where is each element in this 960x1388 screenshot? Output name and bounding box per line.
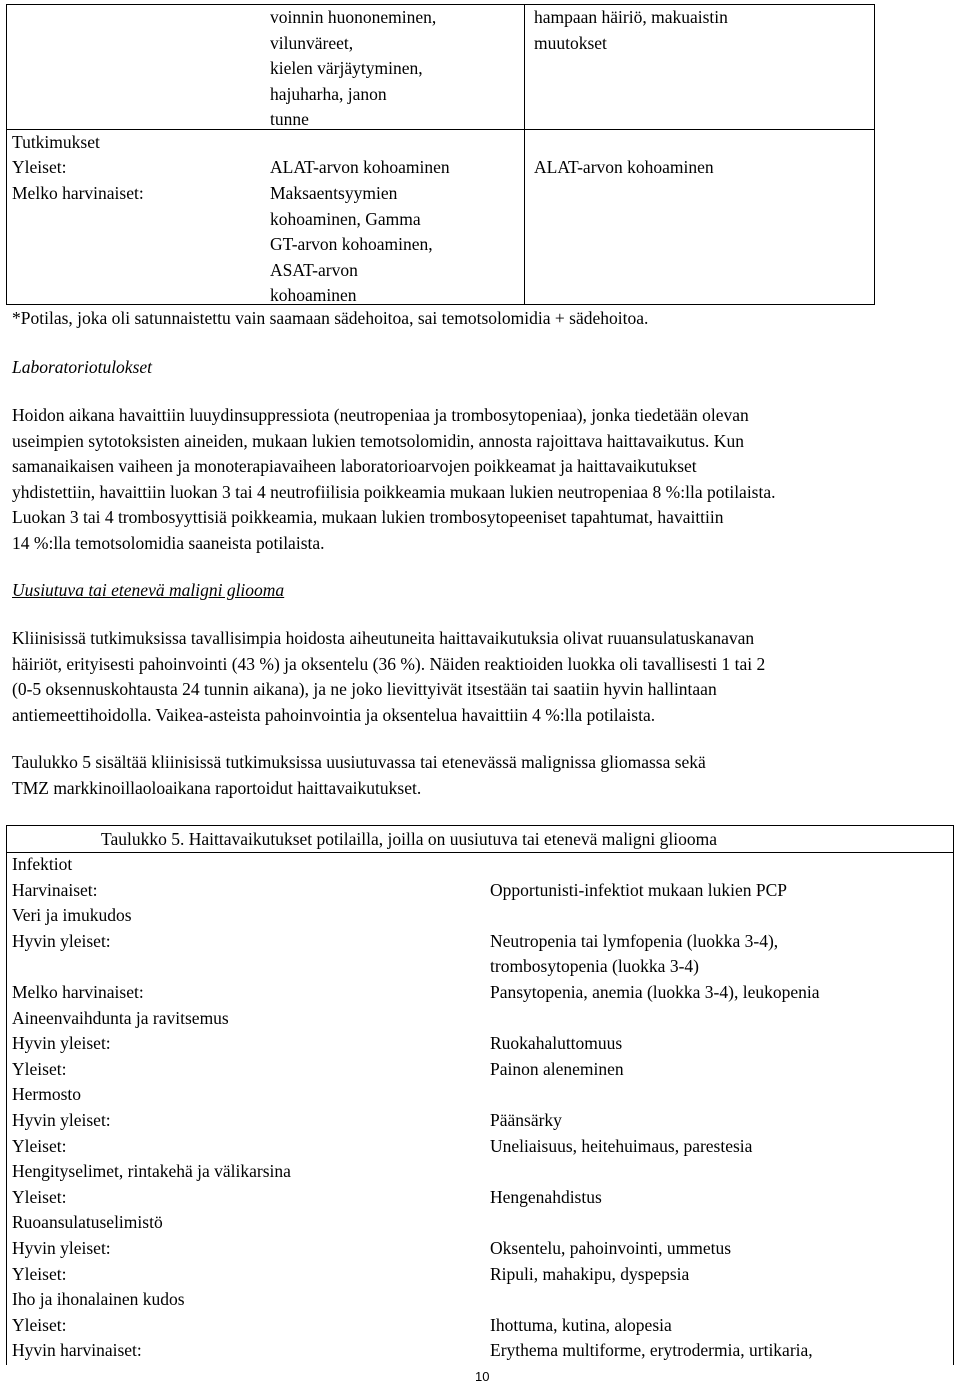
table-row-label: Ruoansulatuselimistö [12, 1212, 163, 1233]
table-row-label: Hengityselimet, rintakehä ja välikarsina [12, 1161, 291, 1182]
table-row-label: Yleiset: [12, 1135, 67, 1156]
table-row-label: Veri ja imukudos [12, 905, 132, 926]
top-table-row-col2: ALAT-arvon kohoaminen [270, 157, 450, 177]
table-row-value: Opportunisti-infektiot mukaan lukien PCP [490, 879, 787, 900]
table-row-value: Erythema multiforme, erytrodermia, urtikaria, [490, 1340, 813, 1361]
table-row-value: Painon aleneminen [490, 1058, 624, 1079]
table-row-label: Hyvin harvinaiset: [12, 1340, 142, 1361]
table-row-value: Neutropenia tai lymfopenia (luokka 3-4), [490, 930, 779, 951]
top-table-footnote: *Potilas, joka oli satunnaistettu vain saamaan sädehoitoa, sai temotsolomidia + sädehoitoa. [12, 308, 649, 328]
table-row-label: Yleiset: [12, 1186, 67, 1207]
table-row-value: Hengenahdistus [490, 1186, 602, 1207]
table-row-label: Harvinaiset: [12, 879, 98, 900]
table-row-label: Aineenvaihdunta ja ravitsemus [12, 1007, 229, 1028]
table-row-value: Päänsärky [490, 1110, 562, 1130]
table-row-label: Hyvin yleiset: [12, 930, 111, 951]
table5-intro: Taulukko 5 sisältää kliinisissä tutkimuksissa uusiutuvassa tai etenevässä malignissa gliomassa sekä TMZ markkinoillaoloaikana raportoidut haittavaikutukset. [12, 752, 706, 798]
table-row-value: Ruokahaluttomuus [490, 1033, 623, 1054]
top-table-row-col3: ALAT-arvon kohoaminen [534, 157, 714, 177]
table-row-value: trombosytopenia (luokka 3-4) [490, 956, 699, 977]
top-table-cont-col3: hampaan häiriö, makuaistin muutokset [534, 7, 728, 53]
top-table-section-tutkimukset: Tutkimukset [12, 132, 100, 152]
table-row-value: Ripuli, mahakipu, dyspepsia [490, 1263, 690, 1284]
table-row-label: Yleiset: [12, 1263, 67, 1284]
table-row-label: Melko harvinaiset: [12, 982, 144, 1002]
table-row-label: Hermosto [12, 1084, 82, 1105]
table-row-label: Iho ja ihonalainen kudos [12, 1289, 185, 1310]
table-row-value: Pansytopenia, anemia (luokka 3-4), leukopenia [490, 982, 820, 1002]
table-row-value: Ihottuma, kutina, alopesia [490, 1314, 672, 1335]
table-row-value: Uneliaisuus, heitehuimaus, parestesia [490, 1135, 753, 1156]
table-row-label: Hyvin yleiset: [12, 1033, 111, 1054]
page-number: 10 [475, 1369, 490, 1384]
table-row-label: Infektiot [12, 854, 73, 874]
lab-heading: Laboratoriotulokset [12, 357, 153, 377]
table-row-label: Hyvin yleiset: [12, 1110, 111, 1130]
lab-paragraph: Hoidon aikana havaittiin luuydinsuppressiota (neutropeniaa ja trombosytopeniaa), jonka tiedetään olevan useimpien sytotoksisten aineiden, mukaan lukien temotsolomidin, annosta rajoittava haittavaikutus. Kun samanaikaisen vaiheen ja monoterapiavaiheen laboratorioarvojen poikkeamat ja haittavaikutukset yhdistettiin, havaittiin luokan 3 tai 4 neutrofiilisia poikkeamia mukaan lukien neutropeniaa 8 %:lla potilaista. Luokan 3 tai 4 trombosyyttisiä poikkeamia, mukaan lukien trombosytopeeniset tapahtumat, havaittiin 14 %:lla temotsolomidia saaneista potilaista. [12, 405, 776, 553]
top-table-row-col2: Maksaentsyymien kohoaminen, Gamma GT-arvon kohoaminen, ASAT-arvon kohoaminen [270, 183, 433, 305]
table-row-label: Yleiset: [12, 1314, 67, 1335]
table-row-label: Hyvin yleiset: [12, 1238, 111, 1258]
table5-caption: Taulukko 5. Haittavaikutukset potilailla, joilla on uusiutuva tai etenevä maligni gliooma [101, 829, 718, 849]
glioma-paragraph: Kliinisissä tutkimuksissa tavallisimpia hoidosta aiheutuneita haittavaikutuksia olivat ruuansulatuskanavan häiriöt, erityisesti pahoinvointi (43 %) ja oksentelu (36 %). Näiden reaktioiden luokka oli tavallisesti 1 tai 2 (0-5 oksennuskohtausta 24 tunnin aikana), ja ne joko lievittyivät itsestään tai saatiin hyvin hallintaan antiemeettihoidolla. Vaikea-asteista pahoinvointia ja oksentelua havaittiin 4 %:lla potilaista. [12, 628, 766, 725]
table-row-label: Yleiset: [12, 1058, 67, 1079]
table-row-value: Oksentelu, pahoinvointi, ummetus [490, 1238, 732, 1258]
top-table-row-label: Melko harvinaiset: [12, 183, 144, 203]
top-table-row-label: Yleiset: [12, 157, 67, 177]
glioma-heading: Uusiutuva tai etenevä maligni gliooma [12, 580, 285, 600]
top-table-cont-col2: voinnin huononeminen, vilunväreet, kielen värjäytyminen, hajuharha, janon tunne [270, 7, 437, 129]
